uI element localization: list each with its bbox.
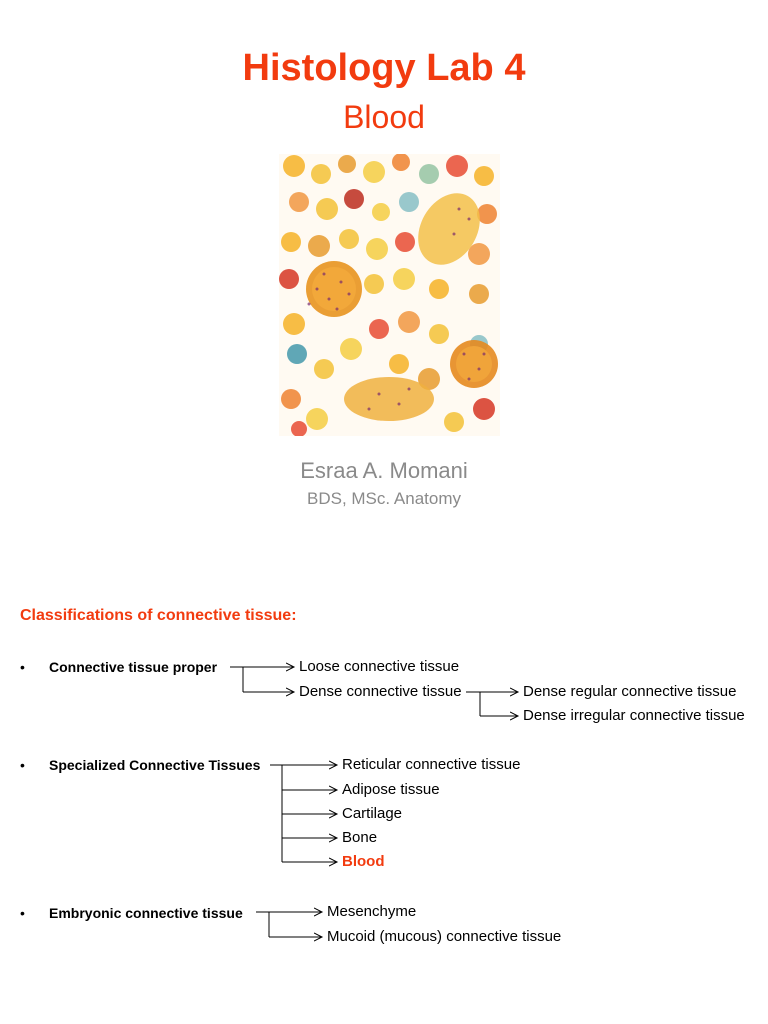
group-label-embryonic: Embryonic connective tissue [49, 905, 243, 921]
item-reticular: Reticular connective tissue [342, 756, 521, 773]
group-label-proper: Connective tissue proper [49, 659, 218, 675]
bullet: • [20, 757, 25, 773]
bullet: • [20, 659, 25, 675]
bullet: • [20, 905, 25, 921]
page-title: Histology Lab 4 [242, 47, 526, 89]
section-heading: Classifications of connective tissue: [20, 607, 297, 624]
item-loose: Loose connective tissue [299, 658, 460, 675]
item-mesenchyme: Mesenchyme [327, 903, 417, 920]
blood-smear-illustration-icon [279, 154, 500, 436]
page-subtitle: Blood [343, 99, 425, 135]
blood-smear-image [279, 154, 500, 436]
group-label-specialized: Specialized Connective Tissues [49, 757, 261, 773]
item-adipose: Adipose tissue [342, 781, 440, 798]
author-name: Esraa A. Momani [300, 458, 468, 483]
item-cartilage: Cartilage [342, 805, 403, 822]
item-dense-irregular: Dense irregular connective tissue [523, 707, 745, 724]
item-bone: Bone [342, 829, 378, 846]
author-credentials: BDS, MSc. Anatomy [307, 489, 461, 508]
item-blood-highlight: Blood [342, 853, 385, 870]
item-mucoid: Mucoid (mucous) connective tissue [327, 928, 562, 945]
item-dense: Dense connective tissue [299, 683, 462, 700]
item-dense-regular: Dense regular connective tissue [523, 683, 737, 700]
